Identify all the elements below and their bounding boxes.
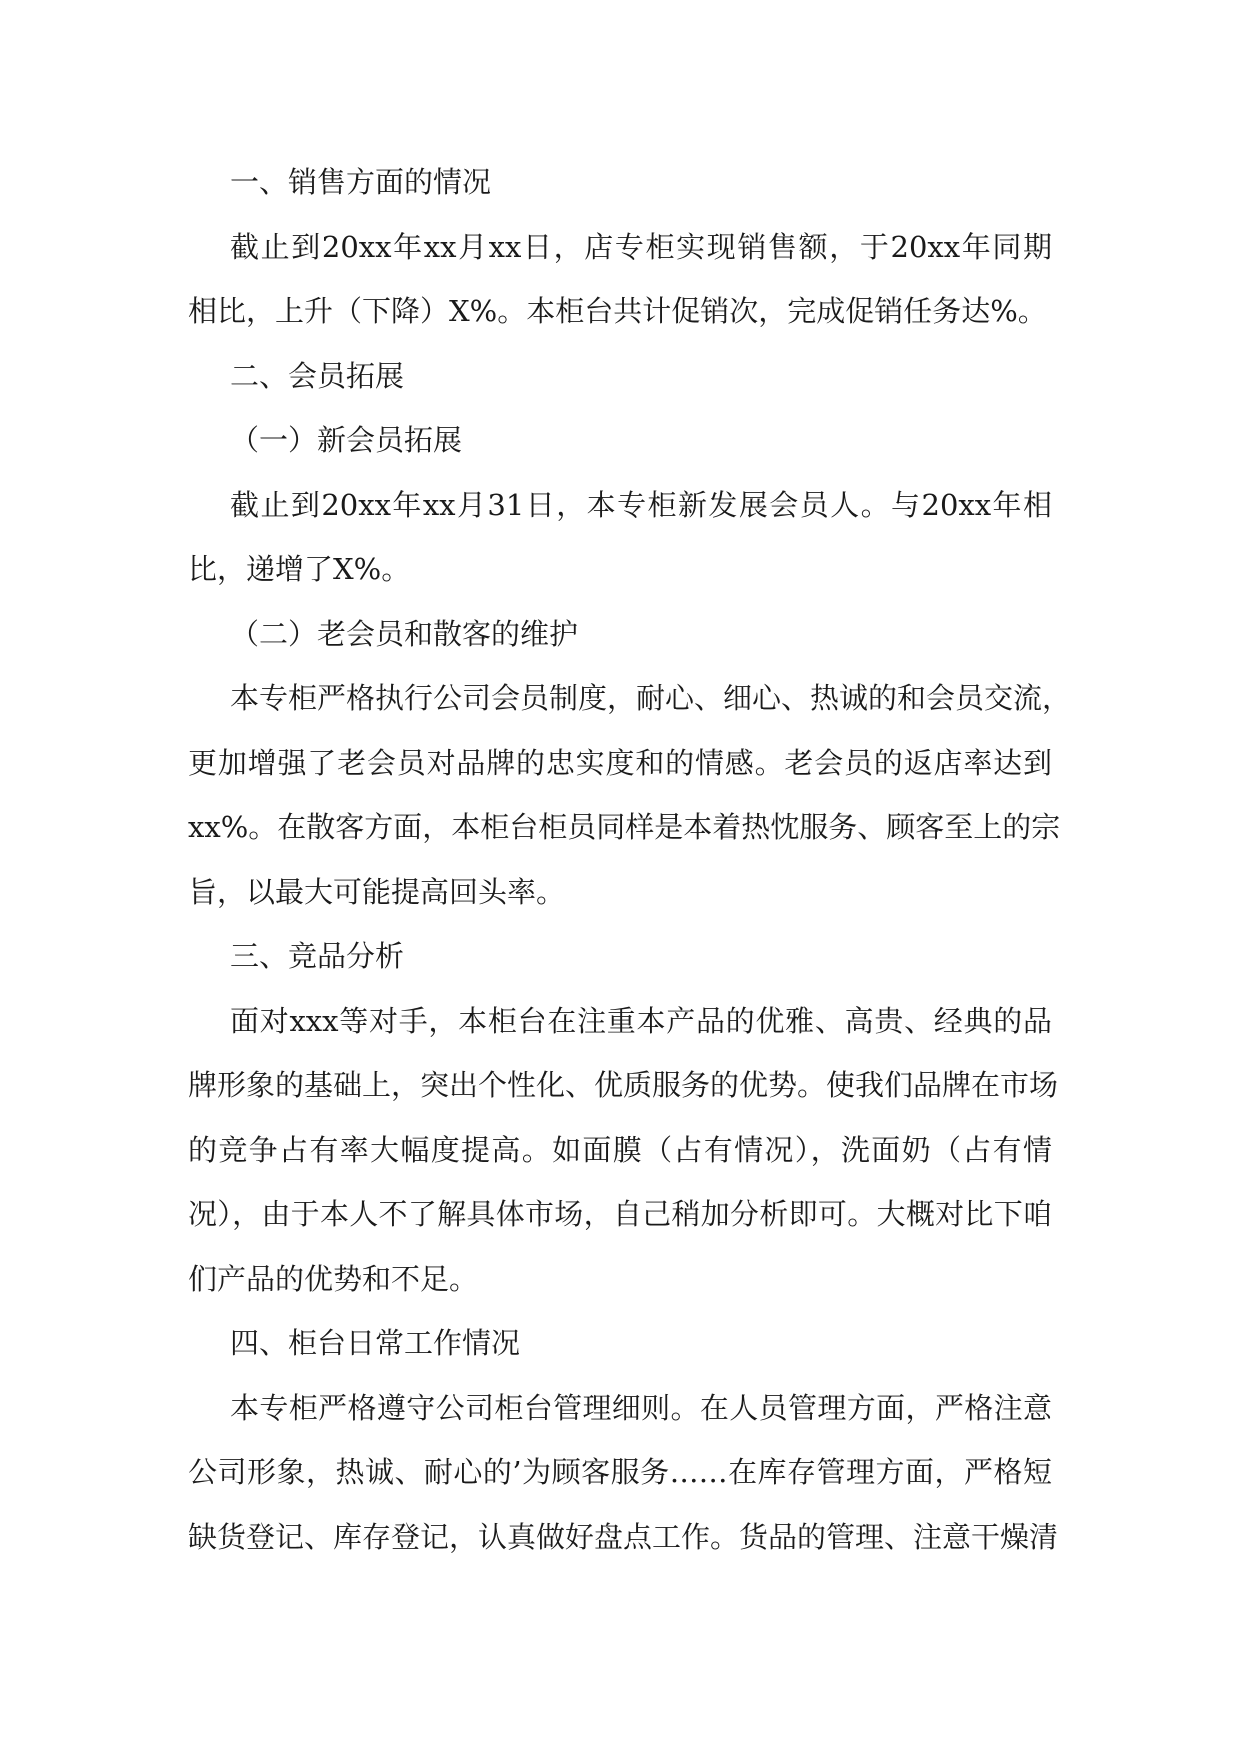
- document-body: [188, 150, 1072, 1569]
- subsection-heading-member-maintenance: （二）老会员和散客的维护: [230, 616, 579, 651]
- paragraph-line: 况），由于本人不了解具体市场，自己稍加分析即可。大概对比下咱: [188, 1197, 1052, 1231]
- paragraph-line: 的竞争占有率大幅度提高。如面膜（占有情况），洗面奶（占有情: [188, 1132, 1052, 1167]
- paragraph-line: 比，递增了X%。: [188, 552, 411, 586]
- paragraph-line: 本专柜严格遵守公司柜台管理细则。在人员管理方面，严格注意: [230, 1390, 1052, 1425]
- section-heading-daily-work: 四、柜台日常工作情况: [230, 1326, 521, 1360]
- paragraph-line: 相比，上升（下降）X%。本柜台共计促销次，完成促销任务达%。: [188, 294, 1047, 328]
- subsection-heading-new-members: （一）新会员拓展: [230, 423, 463, 457]
- paragraph-line: 缺货登记、库存登记，认真做好盘点工作。货品的管理、注意干燥清: [188, 1519, 1059, 1554]
- paragraph-line: 截止到20xx年xx月31日，本专柜新发展会员人。与20xx年相: [230, 487, 1052, 522]
- paragraph-line: 本专柜严格执行公司会员制度，耐心、细心、热诚的和会员交流，: [230, 681, 1072, 715]
- paragraph-line: xx%。在散客方面，本柜台柜员同样是本着热忱服务、顾客至上的宗: [188, 810, 1061, 844]
- section-heading-competitors: 三、竞品分析: [230, 939, 405, 973]
- paragraph-line: 截止到20xx年xx月xx日，店专柜实现销售额，于20xx年同期: [230, 229, 1052, 264]
- paragraph-line: 面对xxx等对手，本柜台在注重本产品的优雅、高贵、经典的品: [230, 1003, 1052, 1038]
- paragraph-line: 更加增强了老会员对品牌的忠实度和的情感。老会员的返店率达到: [188, 745, 1052, 780]
- paragraph-line: 牌形象的基础上，突出个性化、优质服务的优势。使我们品牌在市场: [188, 1068, 1059, 1102]
- paragraph-line: 旨，以最大可能提高回头率。: [188, 874, 566, 909]
- paragraph-line: 们产品的优势和不足。: [188, 1261, 479, 1296]
- paragraph-line: 公司形象，热诚、耐心的’为顾客服务……在库存管理方面，严格短: [188, 1455, 1052, 1489]
- section-heading-members: 二、会员拓展: [230, 358, 405, 393]
- section-heading-sales: 一、销售方面的情况: [230, 165, 492, 199]
